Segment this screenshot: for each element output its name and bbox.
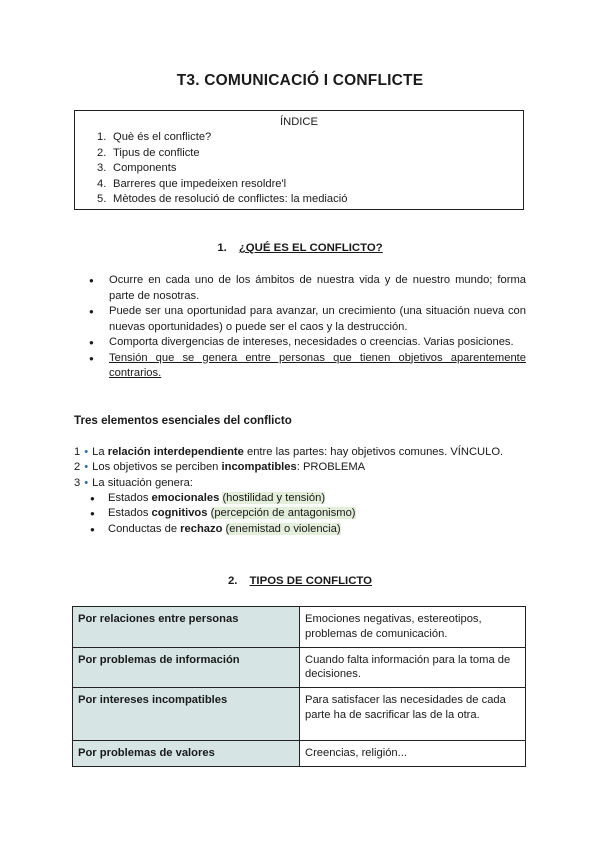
table-cell-type: Por problemas de información xyxy=(73,647,300,688)
bullet-item: ● Ocurre en cada uno de los ámbitos de nuestra vida y de nuestro mundo; forma parte de nosotras. xyxy=(89,273,526,304)
index-box xyxy=(74,110,524,210)
elements-heading: Tres elementos esenciales del conflicto xyxy=(74,414,292,427)
table-cell-desc: Creencias, religión... xyxy=(300,741,526,767)
index-item: 2. Tipus de conflicte xyxy=(97,146,200,159)
sub-item: ● Conductas de rechazo (enemistad o violencia) xyxy=(74,522,526,537)
table-row xyxy=(73,688,526,741)
bullet-dot-icon: • xyxy=(84,446,89,458)
table-row xyxy=(73,647,526,688)
element-item: 3 • La situación genera: xyxy=(74,476,193,489)
bullet-item: ● Comporta divergencias de intereses, necesidades o creencias. Varias posiciones. xyxy=(89,335,526,351)
table-cell-type: Por problemas de valores xyxy=(73,741,300,767)
index-heading: ÍNDICE xyxy=(280,116,318,128)
bullet-dot-icon: • xyxy=(84,461,89,474)
highlight: (percepción de antagonismo) xyxy=(210,507,356,520)
element-item: 1 • La relación interdependiente entre las partes: hay objetivos comunes. VÍNCULO. xyxy=(74,446,504,458)
page-title: T3. COMUNICACIÓ I CONFLICTE xyxy=(176,72,424,89)
section-1-bullets xyxy=(89,273,526,382)
table-cell-desc: Emociones negativas, estereotipos, problemas de comunicación. xyxy=(300,607,526,648)
table-cell-type: Por relaciones entre personas xyxy=(73,607,300,648)
element-item: 2 • Los objetivos se perciben incompatibles: PROBLEMA xyxy=(74,461,366,474)
highlight: (enemistad o violencia) xyxy=(225,522,341,535)
sub-item: ● Estados cognitivos (percepción de antagonismo) xyxy=(74,506,526,521)
bullet-item: ● Tensión que se genera entre personas que tienen objetivos aparentemente contrarios. xyxy=(89,351,526,382)
section-1-heading: 1. ¿QUÉ ES EL CONFLICTO? xyxy=(217,242,383,254)
index-item: 5. Mètodes de resolució de conflictes: la mediació xyxy=(97,193,348,206)
bullet-item: ● Puede ser una oportunidad para avanzar, un crecimiento (una situación nueva con nuevas oportunidades) o puede ser el caos y la destrucción. xyxy=(89,304,526,335)
table-row xyxy=(73,607,526,648)
index-item: 3. Components xyxy=(97,162,177,175)
table-cell-desc: Cuando falta información para la toma de decisiones. xyxy=(300,647,526,688)
index-item: 4. Barreres que impedeixen resoldre'l xyxy=(97,177,287,190)
table-cell-desc: Para satisfacer las necesidades de cada parte ha de sacrificar las de la otra. xyxy=(300,688,526,741)
conflict-types-table xyxy=(72,606,526,767)
index-list xyxy=(75,130,523,208)
table-row xyxy=(73,741,526,767)
highlight: (hostilidad y tensión) xyxy=(222,492,326,505)
elements-list xyxy=(74,445,526,537)
index-item: 1. Què és el conflicte? xyxy=(97,131,212,143)
section-2-heading: 2. TIPOS DE CONFLICTO xyxy=(227,575,373,587)
sub-item: ● Estados emocionales (hostilidad y tensión) xyxy=(74,491,526,506)
bullet-dot-icon: • xyxy=(84,476,89,489)
table-cell-type: Por intereses incompatibles xyxy=(73,688,300,741)
